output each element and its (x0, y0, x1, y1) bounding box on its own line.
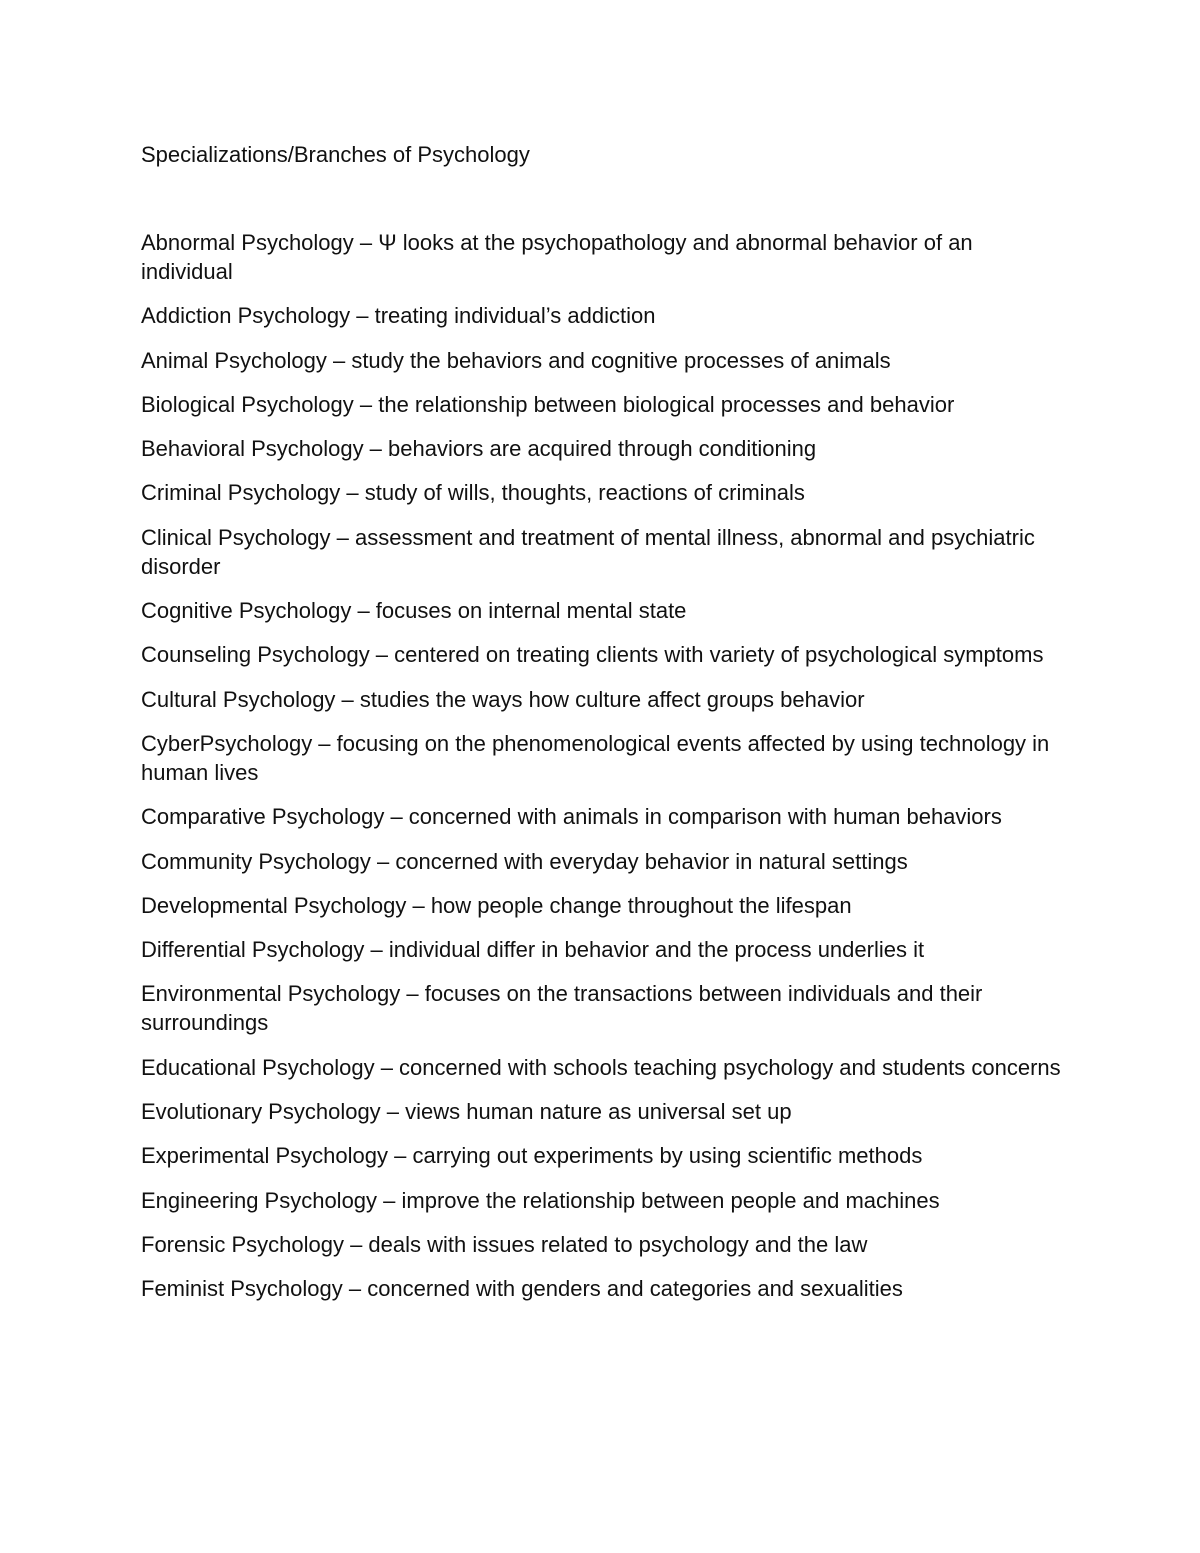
list-item: Biological Psychology – the relationship between biological processes and behavior (141, 391, 955, 417)
list-item: Abnormal Psychology – Ψ looks at the psychopathology and abnormal behavior of an individual (141, 230, 973, 284)
list-item: Environmental Psychology – focuses on the transactions between individuals and their surroundings (141, 981, 983, 1036)
list-item: Cognitive Psychology – focuses on internal mental state (141, 598, 687, 624)
list-item: Developmental Psychology – how people change throughout the lifespan (141, 892, 852, 918)
document-title: Specializations/Branches of Psychology (141, 142, 530, 167)
list-item: Counseling Psychology – centered on treating clients with variety of psychological symptoms (141, 642, 1044, 668)
document-content (141, 138, 1061, 1319)
list-item: Experimental Psychology – carrying out experiments by using scientific methods (141, 1143, 923, 1169)
list-item: Forensic Psychology – deals with issues related to psychology and the law (141, 1231, 868, 1257)
list-item: Educational Psychology – concerned with schools teaching psychology and students concerns (141, 1054, 1061, 1080)
list-item: Engineering Psychology – improve the relationship between people and machines (141, 1187, 940, 1213)
list-item: Behavioral Psychology – behaviors are acquired through conditioning (141, 436, 817, 462)
list-item: Criminal Psychology – study of wills, thoughts, reactions of criminals (141, 480, 805, 506)
list-item: Community Psychology – concerned with everyday behavior in natural settings (141, 848, 908, 874)
list-item: Cultural Psychology – studies the ways how culture affect groups behavior (141, 686, 865, 712)
list-item: CyberPsychology – focusing on the phenomenological events affected by using technology in human lives (141, 730, 1050, 785)
list-item: Evolutionary Psychology – views human nature as universal set up (141, 1099, 792, 1125)
list-item: Comparative Psychology – concerned with animals in comparison with human behaviors (141, 804, 1002, 830)
list-item: Clinical Psychology – assessment and treatment of mental illness, abnormal and psychiatric disorder (141, 524, 1035, 579)
branch-list (141, 228, 1061, 1303)
list-item: Animal Psychology – study the behaviors and cognitive processes of animals (141, 347, 891, 373)
list-item: Addiction Psychology – treating individual’s addiction (141, 303, 656, 329)
list-item: Differential Psychology – individual differ in behavior and the process underlies it (141, 937, 925, 963)
list-item: Feminist Psychology – concerned with genders and categories and sexualities (141, 1276, 903, 1302)
